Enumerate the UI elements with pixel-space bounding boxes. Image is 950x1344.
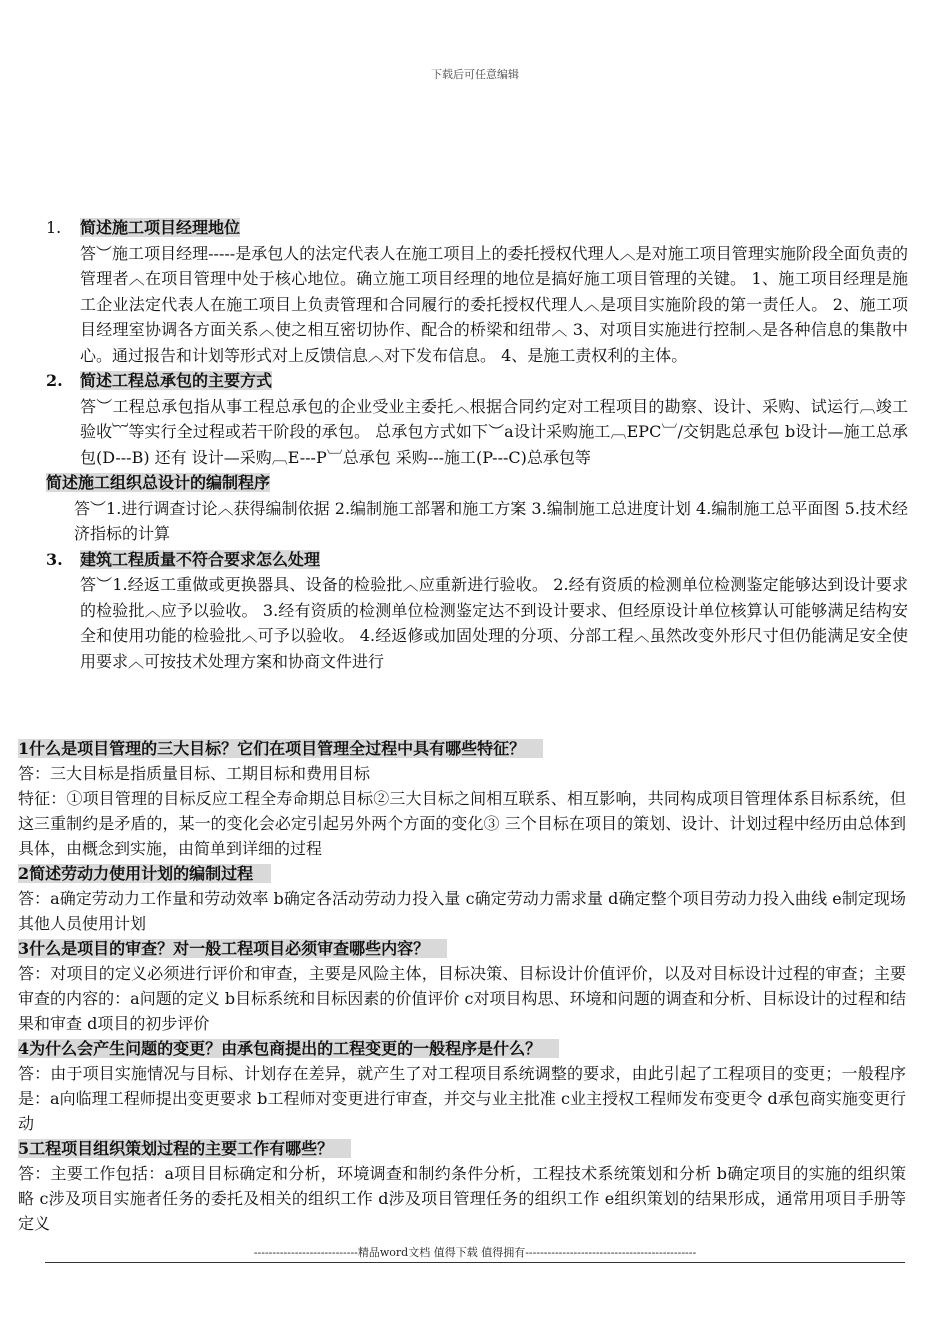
item-number: 1. [46, 218, 62, 237]
answer-paragraph: 答：由于项目实施情况与目标、计划存在差异，就产生了对工程项目系统调整的要求，由此引起了工程项目的变更；一般程序是：a向临理工程师提出变更要求 b工程师对变更进行审查，并交与业主批准 c业主授权工程师发布变更令 d承包商实施变更行动 [18, 1064, 906, 1133]
answer-paragraph: 特征：①项目管理的目标反应工程全寿命期总目标②三大目标之间相互联系、相互影响，共同构成项目管理体系目标系统，但这三重制约是矛盾的，某一的变化会必定引起另外两个方面的变化③ 三个目标在项目的策划、设计、计划过程中经历由总体到具体，由概念到实施，由简单到详细的过程 [18, 789, 906, 858]
item-body: 答︶1.进行调查讨论︿获得编制依据 2.编制施工部署和施工方案 3.编制施工总进度计划 4.编制施工总平面图 5.技术经济指标的计算 [74, 498, 908, 543]
item-body: 答︶施工项目经理-----是承包人的法定代表人在施工项目上的委托授权代理人︿是对施工项目管理实施阶段全面负责的管理者︿在项目管理中处于核心地位。确立施工项目经理的地位是搞好施工项目管理的关键。 1、施工项目经理是施工企业法定代表人在施工项目上负责管理和合同履行的委托授权代理人︿是项目实施阶段的第一责任人。 2、施工项目经理室协调各方面关系︿使之相互密切协作、配合的桥梁和纽带︿ 3、对项目实施进行控制︿是各种信息的集散中心。通过报告和计划等形式对上反馈信息︿对下发布信息。 4、是施工责权利的主体。 [80, 243, 908, 365]
footer-divider [45, 1262, 905, 1263]
page-header: 下载后可任意编辑 [431, 68, 519, 81]
question-heading: 1什么是项目管理的三大目标？它们在项目管理全过程中具有哪些特征？ [18, 739, 543, 758]
item-number: 2. [46, 371, 63, 390]
item-body: 答︶工程总承包指从事工程总承包的企业受业主委托︿根据合同约定对工程项目的勘察、设计、采购、试运行︹竣工验收︸等实行全过程或若干阶段的承包。 总承包方式如下︶a设计采购施工︹EPC︺/交钥匙总承包 b设计—施工总承包(D---B) 还有 设计—采购︹E---P︺总承包 采购---施工(P---C)总承包等 [80, 396, 908, 467]
list-item [40, 368, 908, 470]
section-2 [18, 736, 906, 1236]
answer-paragraph: 答：主要工作包括：a项目目标确定和分析，环境调查和制约条件分析，工程技术系统策划和分析 b确定项目的实施的组织策略 c涉及项目实施者任务的委托及相关的组织工作 d涉及项目管理任务的组织工作 e组织策划的结果形成，通常用项目手册等定义 [18, 1164, 906, 1233]
answer-paragraph: 答：三大目标是指质量目标、工期目标和费用目标 [18, 764, 371, 783]
page-footer: ----------------------------精品word文档 值得下载 值得拥有---------------------------------------------- [253, 1246, 697, 1259]
item-title: 简述施工组织总设计的编制程序 [46, 473, 271, 492]
answer-paragraph: 答：a确定劳动力工作量和劳动效率 b确定各活动劳动力投入量 c确定劳动力需求量 d确定整个项目劳动力投入曲线 e制定现场其他人员使用计划 [18, 889, 906, 933]
qa-block [18, 1036, 906, 1136]
answer-paragraph: 答：对项目的定义必须进行评价和审查，主要是风险主体，目标决策、目标设计价值评价，以及对目标设计过程的审查；主要审查的内容的：a问题的定义 b目标系统和目标因素的价值评价 c对项目构思、环境和问题的调查和分析、目标设计的过程和结果和审查 d项目的初步评价 [18, 964, 906, 1033]
section-1 [40, 215, 908, 674]
question-heading: 4为什么会产生问题的变更？由承包商提出的工程变更的一般程序是什么？ [18, 1039, 559, 1058]
question-heading: 2简述劳动力使用计划的编制过程 [18, 864, 271, 883]
question-heading: 5工程项目组织策划过程的主要工作有哪些？ [18, 1139, 351, 1158]
item-title: 简述施工项目经理地位 [80, 218, 241, 237]
qa-block [18, 736, 906, 861]
item-title: 简述工程总承包的主要方式 [80, 371, 273, 390]
qa-block [18, 1136, 906, 1236]
qa-block [18, 861, 906, 936]
list-item [40, 547, 908, 675]
qa-block [18, 936, 906, 1036]
item-body: 答︶1.经返工重做或更换器具、设备的检验批︿应重新进行验收。 2.经有资质的检测单位检测鉴定能够达到设计要求的检验批︿应予以验收。 3.经有资质的检测单位检测鉴定达不到设计要求、但经原设计单位核算认可能够满足结构安全和使用功能的检验批︿可予以验收。 4.经返修或加固处理的分项、分部工程︿虽然改变外形尺寸但仍能满足安全使用要求︿可按技术处理方案和协商文件进行 [80, 575, 908, 671]
item-title: 建筑工程质量不符合要求怎么处理 [80, 549, 321, 569]
list-item [40, 215, 908, 368]
item-number: 3. [46, 549, 63, 569]
question-heading: 3什么是项目的审查？对一般工程项目必须审查哪些内容？ [18, 939, 447, 958]
